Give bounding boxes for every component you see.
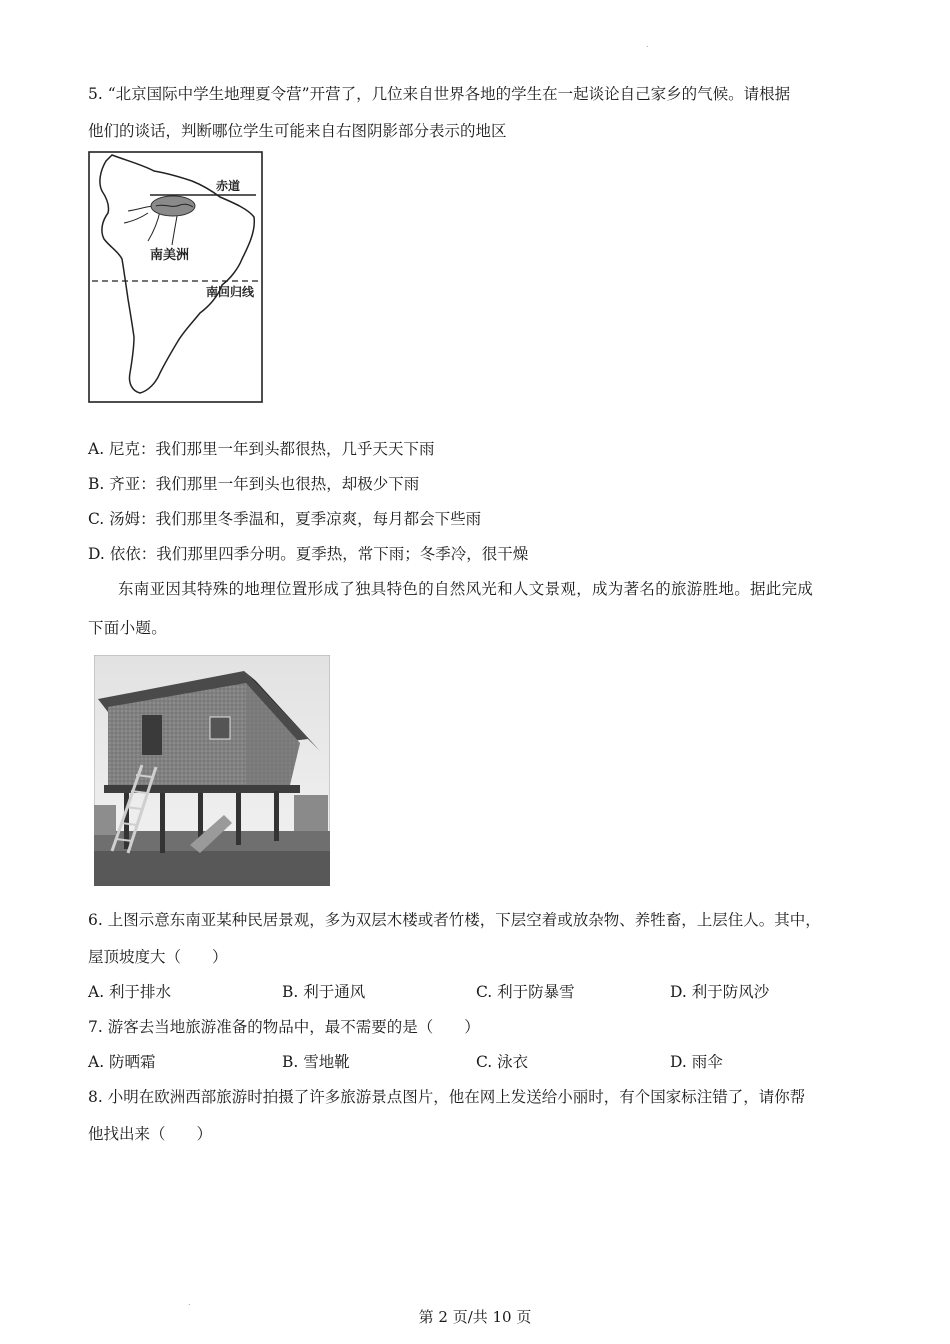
scan-dot: . — [188, 1298, 191, 1307]
south-america-map — [88, 151, 263, 403]
q7-option-b: B. 雪地靴 — [282, 1053, 350, 1071]
stilt-house-photo — [94, 655, 330, 886]
map-label-equator: 赤道 — [216, 179, 241, 193]
page-footer: 第 2 页/共 10 页 — [418, 1308, 532, 1326]
q6-stem-line1: 6. 上图示意东南亚某种民居景观，多为双层木楼或者竹楼，下层空着或放杂物、养牲畜，上层住人。其中， — [88, 911, 821, 929]
q6-option-a: A. 利于排水 — [88, 983, 172, 1001]
q6-option-d: D. 利于防风沙 — [670, 983, 770, 1001]
intro-line1: 东南亚因其特殊的地理位置形成了独具特色的自然风光和人文景观，成为著名的旅游胜地。据此完成 — [118, 580, 814, 598]
q6-option-b: B. 利于通风 — [282, 983, 366, 1001]
q5-stem-line1: 5. “北京国际中学生地理夏令营”开营了，几位来自世界各地的学生在一起谈论自己家乡的气候。请根据 — [88, 85, 791, 103]
q5-option-a: A. 尼克：我们那里一年到头都很热，几乎天天下雨 — [88, 440, 435, 458]
q8-stem-line2: 他找出来（ ） — [88, 1125, 213, 1143]
map-label-continent: 南美洲 — [150, 248, 190, 263]
q6-option-c: C. 利于防暴雪 — [476, 983, 575, 1001]
q7-option-a: A. 防晒霜 — [88, 1053, 156, 1071]
intro-line2: 下面小题。 — [88, 619, 168, 637]
q5-stem-line2: 他们的谈话，判断哪位学生可能来自右图阴影部分表示的地区 — [88, 122, 507, 140]
q5-option-b: B. 齐亚：我们那里一年到头也很热，却极少下雨 — [88, 475, 420, 493]
scan-dot: . — [646, 40, 649, 49]
q8-stem-line1: 8. 小明在欧洲西部旅游时拍摄了许多旅游景点图片，他在网上发送给小丽时，有个国家标注错了，请你帮 — [88, 1088, 806, 1106]
q5-option-d: D. 依依：我们那里四季分明。夏季热，常下雨；冬季冷，很干燥 — [88, 545, 529, 563]
q5-option-c: C. 汤姆：我们那里冬季温和，夏季凉爽，每月都会下些雨 — [88, 510, 482, 528]
q6-stem-line2: 屋顶坡度大（ ） — [88, 948, 228, 966]
map-label-tropic: 南回归线 — [206, 285, 255, 299]
q7-option-d: D. 雨伞 — [670, 1053, 723, 1071]
q7-stem: 7. 游客去当地旅游准备的物品中，最不需要的是（ ） — [88, 1018, 480, 1036]
q7-option-c: C. 泳衣 — [476, 1053, 529, 1071]
